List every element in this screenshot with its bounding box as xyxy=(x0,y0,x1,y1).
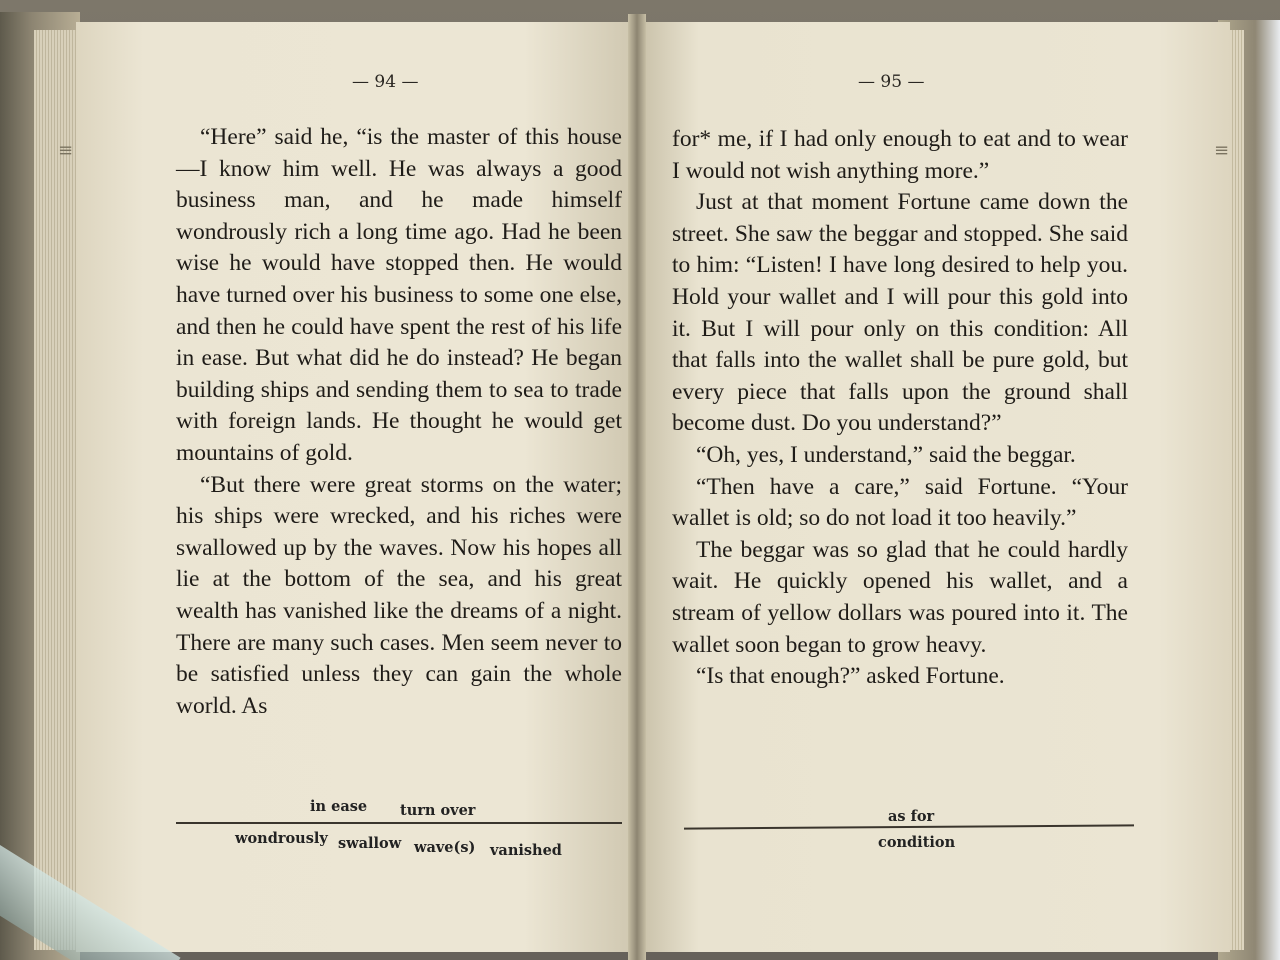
gloss-word: in ease xyxy=(310,798,368,815)
margin-pencil-mark: ≡ xyxy=(1214,140,1230,161)
left-page-body xyxy=(176,122,622,722)
paragraph: “Oh, yes, I understand,” said the beggar. xyxy=(696,441,1076,468)
gloss-word: condition xyxy=(878,834,956,851)
paragraph: “Is that enough?” asked Fortune. xyxy=(696,663,1005,690)
margin-pencil-mark: ≡ xyxy=(58,140,74,161)
paragraph: “But there were great storms on the water; his ships were wrecked, and his riches were swallowed up by the waves. Now his hopes all lie at the bottom of the sea, and his great wealth has vanished like the dreams of a night. There are many such cases. Men seem never to be satisfied unless they can gain the whole world. As xyxy=(176,471,622,719)
paragraph: “Then have a care,” said Fortune. “Your wallet is old; so do not load it too heavily.” xyxy=(672,473,1128,532)
right-page-body xyxy=(672,124,1128,693)
gloss-word: as for xyxy=(888,808,935,825)
paragraph: The beggar was so glad that he could hardly wait. He quickly opened his wallet, and a stream of yellow dollars was poured into it. The wallet soon began to grow heavy. xyxy=(672,536,1128,658)
paragraph: Just at that moment Fortune came down the street. She saw the beggar and stopped. She said to him: “Listen! I have long desired to help you. Hold your wallet and I will pour this gold into it. But I will pour only on this condition: All that falls into the wallet shall be pure gold, but every piece that falls upon the ground shall become dust. Do you understand?” xyxy=(672,189,1128,437)
page-number-left: — 94 — xyxy=(352,72,419,92)
paragraph: “Here” said he, “is the master of this house—I know him well. He was always a good business man, and he made himself wondrously rich a long time ago. Had he been wise he would have stopped then. He would have turned over his business to some one else, and then he could have spent the rest of his life in ease. But what did he do instead? He began building ships and sending them to sea to trade with foreign lands. He thought he would get mountains of gold. xyxy=(176,124,622,466)
page-number-right: — 95 — xyxy=(858,72,925,92)
book-gutter xyxy=(628,14,646,960)
gloss-word: vanished xyxy=(490,842,562,859)
gloss-word: wondrously xyxy=(235,830,328,847)
gloss-word: wave(s) xyxy=(414,839,476,856)
page-edges-left xyxy=(34,30,78,950)
gloss-word: turn over xyxy=(400,802,476,819)
gloss-word: swallow xyxy=(338,835,402,852)
paragraph: for* me, if I had only enough to eat and to wear I would not wish anything more.” xyxy=(672,126,1128,184)
gloss-rule xyxy=(176,822,622,824)
